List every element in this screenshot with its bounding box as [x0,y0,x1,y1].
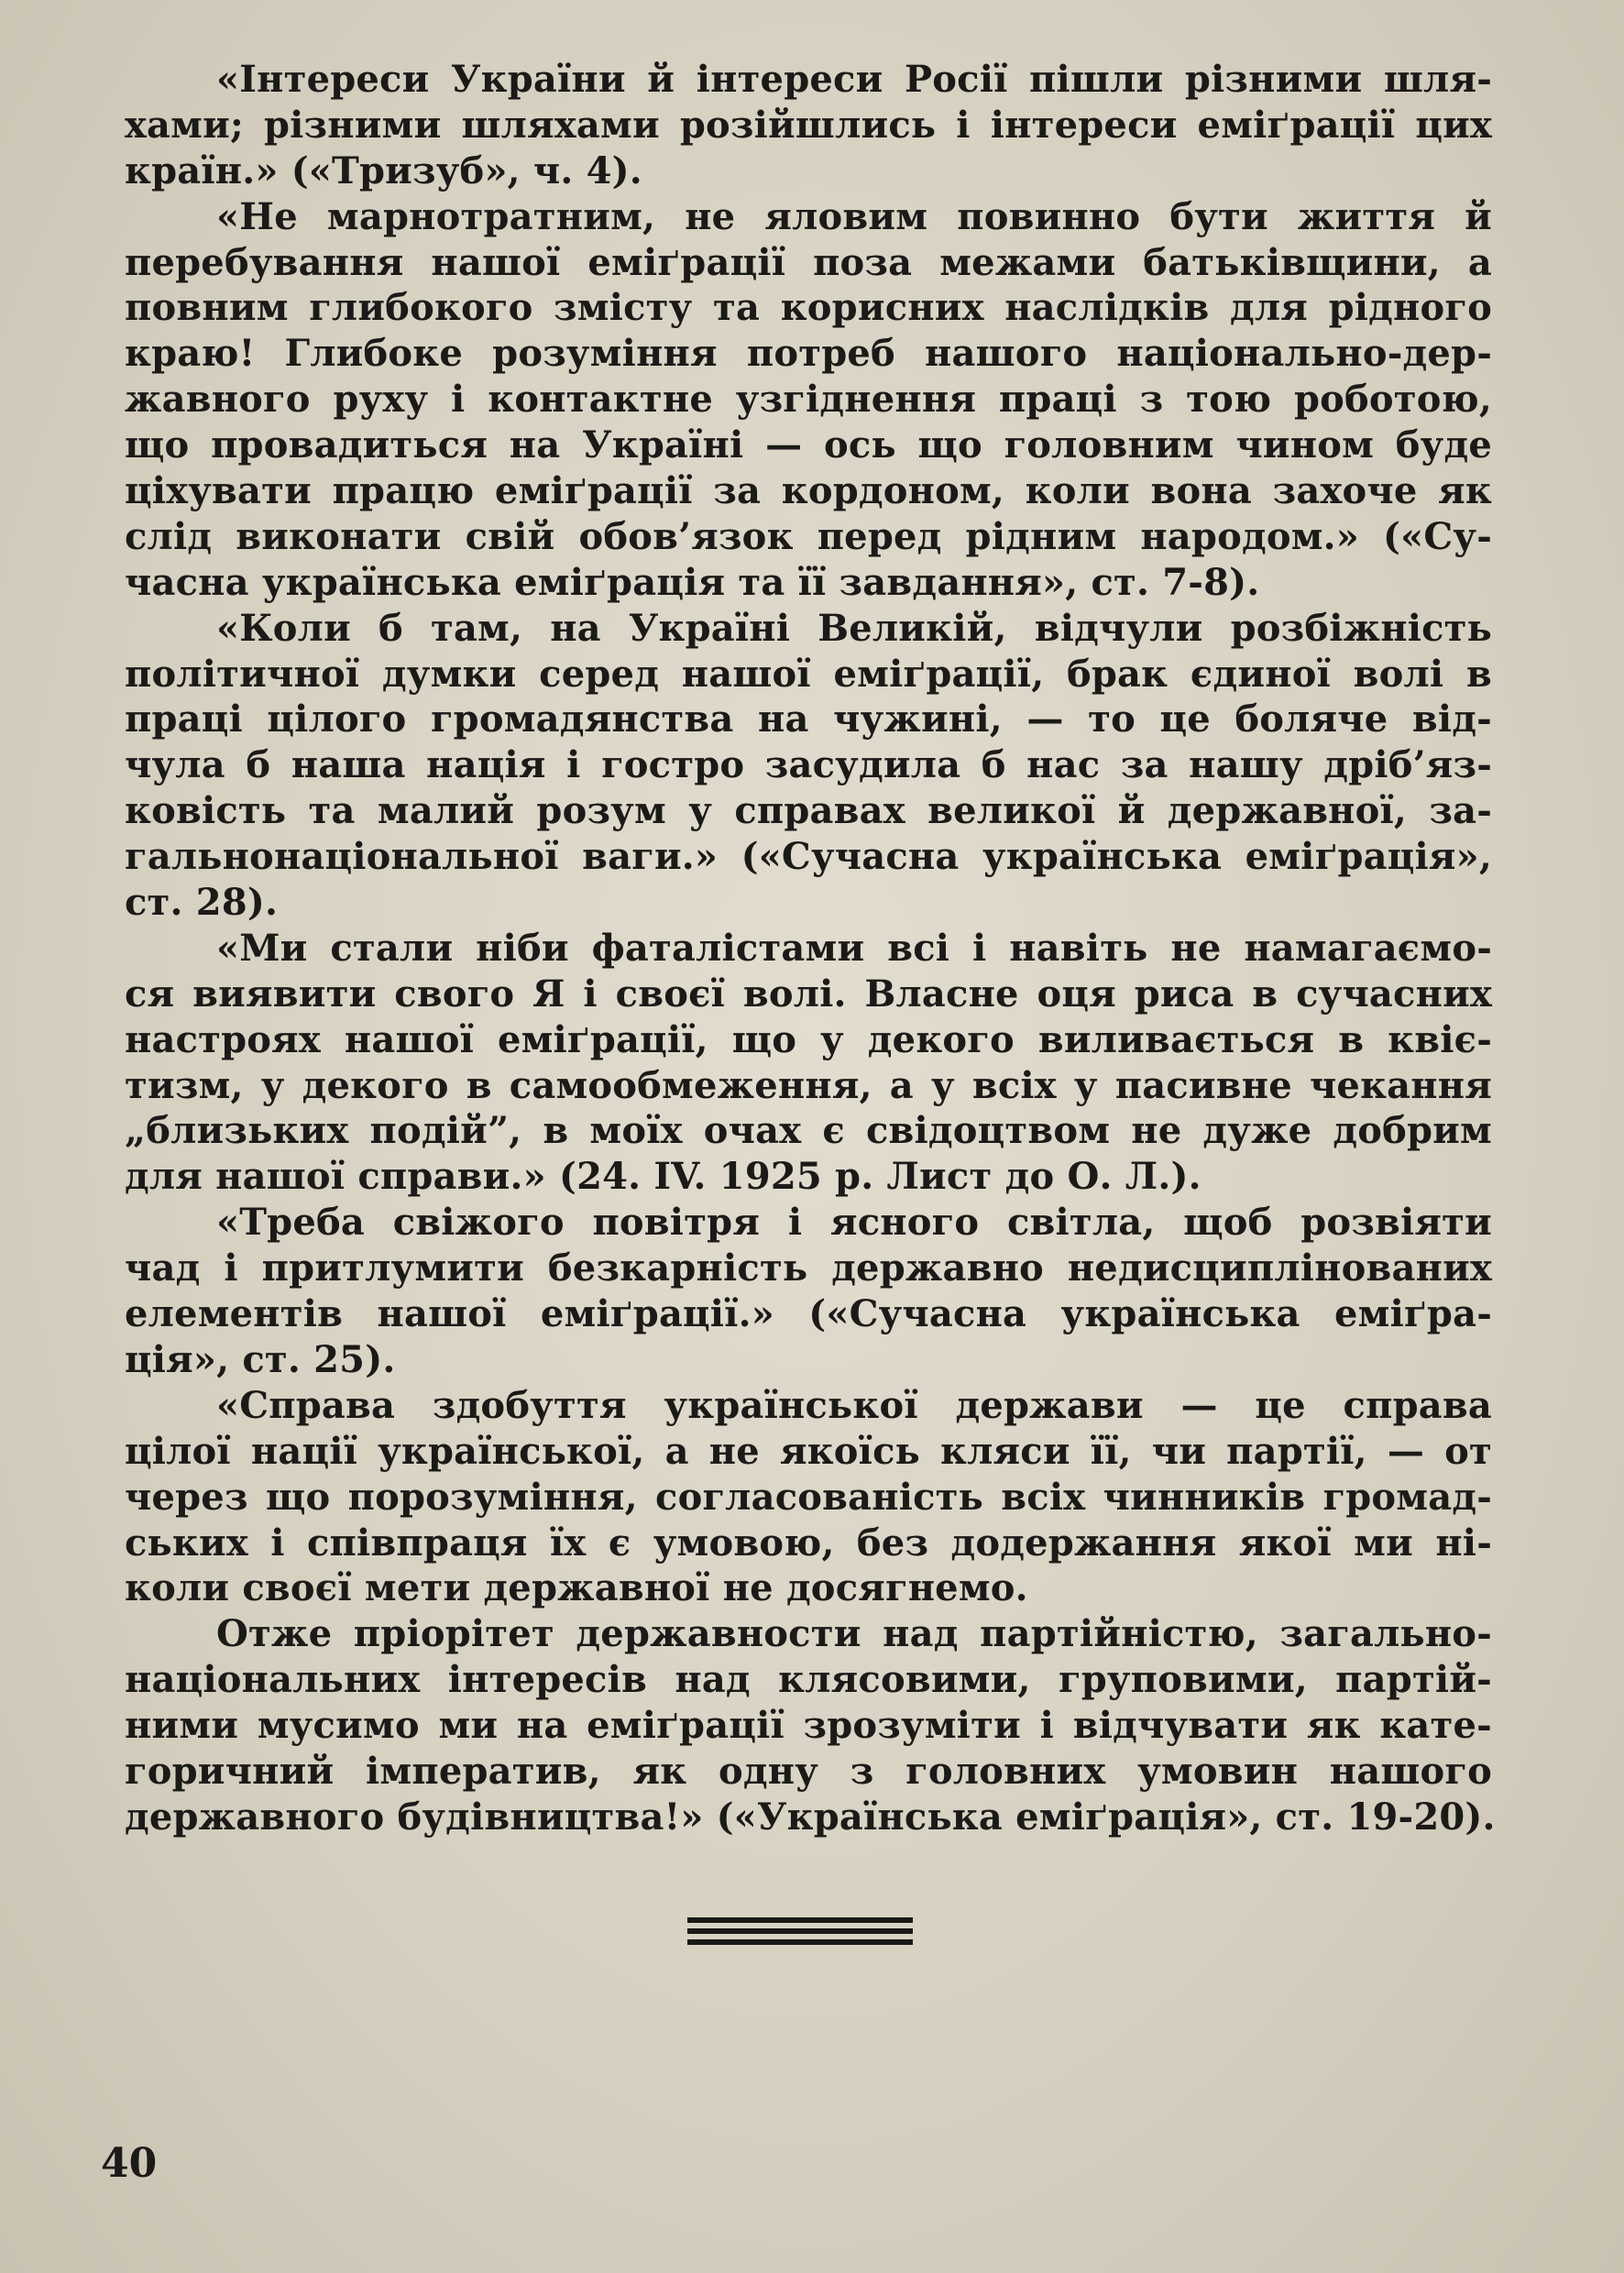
text-line: що провадиться на Україні — ось що головним чином буде [125,423,1492,467]
text-line: чула б наша нація і гостро засудила б нас за нашу дріб’яз- [125,743,1492,787]
text-line: ковість та малий розум у справах великої й державної, за- [125,789,1492,833]
text-line: коли своєї мети державної не досягнемо. [125,1566,1028,1610]
text-line: краю! Глибоке розуміння потреб нашого національно-дер- [125,332,1492,376]
text-line: політичної думки серед нашої еміґрації, брак єдиної волі в [125,652,1492,696]
text-line: Отже пріорітет державности над партійністю, загально- [216,1612,1492,1656]
text-line: перебування нашої еміґрації поза межами батьківщини, а [125,240,1492,284]
text-line: ціхувати працю еміґрації за кордоном, коли вона захоче як [125,469,1492,513]
divider-bar [687,1939,913,1945]
text-line: праці цілого громадянства на чужині, — то це боляче від- [125,697,1492,741]
text-line: ст. 28). [125,881,279,925]
text-line: «Справа здобуття української держави — це справа [216,1383,1492,1427]
text-line: жавного руху і контактне узгіднення праці з тою роботою, [125,378,1492,422]
divider-bar [687,1928,913,1934]
text-line: цілої нації української, а не якоїсь кляси її, чи партії, — от [125,1429,1492,1473]
text-line: тизм, у декого в самообмеження, а у всіх у пасивне чекання [125,1063,1492,1107]
text-line: часна українська еміґрація та її завдання», ст. 7-8). [125,560,1260,604]
text-line: чад і притлумити безкарність державно недисциплінованих [125,1246,1492,1290]
text-line: через що порозуміння, согласованість всіх чинників громад- [125,1475,1492,1519]
section-divider [687,1914,913,1950]
divider-bar [687,1917,913,1923]
text-line: ських і співпраця їх є умовою, без додержання якої ми ні- [125,1521,1492,1565]
text-line: „близьких подій”, в моїх очах є свідоцтвом не дуже добрим [125,1109,1492,1153]
text-line: «Ми стали ніби фаталістами всі і навіть не намагаємо- [216,926,1492,970]
text-line: ція», ст. 25). [125,1337,396,1381]
text-line: ся виявити свого Я і своєї волі. Власне оця риса в сучасних [125,972,1492,1016]
text-line: «Коли б там, на Україні Великій, відчули розбіжність [216,606,1492,650]
text-line: горичний імператив, як одну з головних умовин нашого [125,1749,1492,1793]
body-text [125,57,1496,1840]
text-line: для нашої справи.» (24. IV. 1925 р. Лист до О. Л.). [125,1155,1202,1199]
text-line: гальнонаціональної ваги.» («Сучасна українська еміґрація», [125,835,1492,879]
text-line: державного будівництва!» («Українська еміґрація», ст. 19-20). [125,1795,1496,1839]
text-line: «Не марнотратним, не яловим повинно бути життя й [216,194,1492,238]
text-line: повним глибокого змісту та корисних наслідків для рідного [125,286,1492,330]
text-line: національних інтересів над клясовими, груповими, партій- [125,1658,1492,1702]
page-number: 40 [101,2140,158,2187]
text-line: настроях нашої еміґрації, що у декого виливається в квіє- [125,1017,1492,1061]
text-line: хами; різними шляхами розійшлись і інтереси еміґрації цих [125,103,1492,147]
text-line: слід виконати свій обов’язок перед рідним народом.» («Су- [125,514,1492,558]
text-line: країн.» («Тризуб», ч. 4). [125,148,642,192]
text-line: елементів нашої еміґрації.» («Сучасна українська еміґра- [125,1292,1492,1336]
text-line: «Інтереси України й інтереси Росії пішли різними шля- [216,58,1492,101]
text-line: «Треба свіжого повітря і ясного світла, щоб розвіяти [216,1201,1492,1245]
text-line: ними мусимо ми на еміґрації зрозуміти і відчувати як кате- [125,1704,1492,1748]
